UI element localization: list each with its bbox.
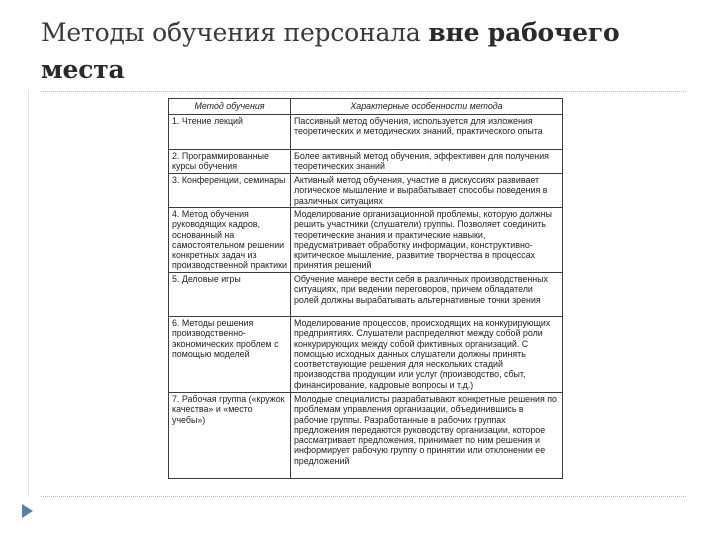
features-cell: Активный метод обучения, участие в дискуссиях развивает логическое мышление и вырабатывает способы поведения в различных ситуациях [291, 174, 563, 208]
header-method: Метод обучения [169, 99, 291, 115]
method-cell: 3. Конференции, семинары [169, 174, 291, 208]
slide-title [41, 14, 681, 88]
header-features: Характерные особенности метода [291, 99, 563, 115]
title-divider [41, 91, 686, 92]
table-row [169, 317, 563, 393]
slide-title-normal: Методы обучения персонала [41, 18, 429, 47]
method-cell: 7. Рабочая группа («кружок качества» и «место учебы») [169, 393, 291, 479]
table-row [169, 174, 563, 208]
features-cell: Моделирование организационной проблемы, которую должны решить участники (слушатели) группы. Позволяет соединить теоретические знания и практические навыки, предусматривает обработку информации, конструктивно-критическое мышление, развитие творчества в процессах принятия решений [291, 208, 563, 273]
method-cell: 2. Программированные курсы обучения [169, 150, 291, 174]
features-cell: Обучение манере вести себя в различных производственных ситуациях, при ведении переговоров, причем обладатели ролей должны вырабатывать альтернативные точки зрения [291, 273, 563, 317]
methods-table [168, 98, 563, 479]
slide-title-bold: вне рабочего [428, 18, 620, 47]
method-cell: 1. Чтение лекций [169, 115, 291, 150]
features-cell: Молодые специалисты разрабатывают конкретные решения по проблемам управления организации, объединившись в рабочие группы. Разработанные в рабочих группах предложения передаются руководству организации, которое рассматривает предложения, принимает по ним решения и информирует рабочую группу о принятии или отклонении ее предложений [291, 393, 563, 479]
table-row [169, 115, 563, 150]
features-cell: Более активный метод обучения, эффективен для получения теоретических знаний [291, 150, 563, 174]
table-row [169, 150, 563, 174]
table-header-row [169, 99, 563, 115]
footer-divider [41, 496, 686, 497]
table-row [169, 208, 563, 273]
method-cell: 6. Методы решения производственно-экономических проблем с помощью моделей [169, 317, 291, 393]
table-row [169, 393, 563, 479]
left-rule [28, 91, 29, 496]
features-cell: Моделирование процессов, происходящих на конкурирующих предприятиях. Слушатели распределяют между собой роли конкурирующих между собой фиктивных организаций. С помощью исходных данных слушатели должны принять соответствующие решения для нескольких стадий производства продукции или услуг (производство, сбыт, финансирование, кадровые вопросы и т.д.) [291, 317, 563, 393]
table-row [169, 273, 563, 317]
slide-title-bold-line2: места [41, 55, 125, 84]
method-cell: 5. Деловые игры [169, 273, 291, 317]
features-cell: Пассивный метод обучения, используется для изложения теоретических и методических знаний, практического опыта [291, 115, 563, 150]
method-cell: 4. Метод обучения руководящих кадров, основанный на самостоятельном решении конкретных задач из производственной практики [169, 208, 291, 273]
next-arrow-icon [22, 504, 33, 518]
